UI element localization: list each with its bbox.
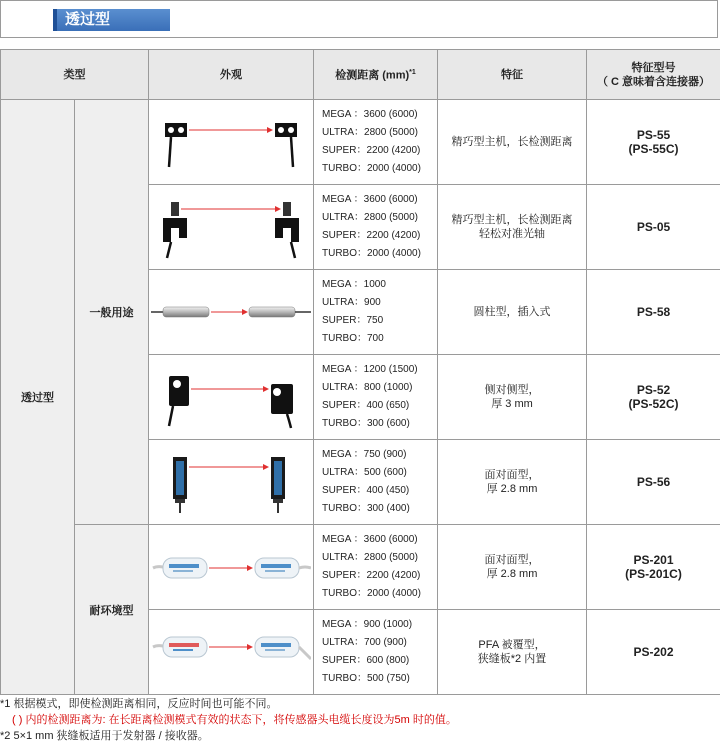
table-row xyxy=(1,525,720,610)
feature-cell: 面对面型， 厚 2.8 mm xyxy=(438,440,587,525)
feature-cell: 侧对侧型， 厚 3 mm xyxy=(438,355,587,440)
model-cell: PS-56 xyxy=(587,440,720,525)
product-image xyxy=(149,525,314,610)
model-cell: PS-55 (PS-55C) xyxy=(587,100,720,185)
category-main: 透过型 xyxy=(1,100,75,695)
section-title: 透过型 xyxy=(53,9,170,31)
model-cell: PS-05 xyxy=(587,185,720,270)
feature-cell: 精巧型主机，长检测距离 轻松对准光轴 xyxy=(438,185,587,270)
distance-cell: MEGA ：900 (1000) ULTRA：700 (900) SUPER：600 (800) TURBO：500 (750) xyxy=(314,610,438,695)
distance-cell: MEGA ：1000 ULTRA：900 SUPER：750 TURBO：700 xyxy=(314,270,438,355)
product-image xyxy=(149,610,314,695)
section-title-bar xyxy=(0,0,718,38)
product-image xyxy=(149,100,314,185)
model-cell: PS-202 xyxy=(587,610,720,695)
table-row xyxy=(1,100,720,185)
sensor-pair-image xyxy=(151,532,311,602)
footnotes xyxy=(0,696,720,744)
footnote-2: *2 5×1 mm 狭缝板适用于发射器 / 接收器。 xyxy=(0,730,209,742)
header-features: 特征 xyxy=(438,50,587,100)
sensor-pair-image xyxy=(151,192,311,262)
feature-cell: 圆柱型，插入式 xyxy=(438,270,587,355)
sensor-pair-image xyxy=(151,277,311,347)
product-image xyxy=(149,440,314,525)
feature-cell: 面对面型， 厚 2.8 mm xyxy=(438,525,587,610)
footnote-1: *1 根据模式，即使检测距离相同，反应时间也可能不同。 xyxy=(0,698,278,710)
distance-cell: MEGA ：3600 (6000) ULTRA：2800 (5000) SUPER：2200 (4200) TURBO：2000 (4000) xyxy=(314,100,438,185)
product-image xyxy=(149,270,314,355)
footnote-1-detail: ( ) 内的检测距离为: 在长距离检测模式有效的状态下，将传感器头电缆长度设为5m 时的值。 xyxy=(12,714,457,726)
model-cell: PS-52 (PS-52C) xyxy=(587,355,720,440)
sensor-pair-image xyxy=(151,362,311,432)
sensor-pair-image xyxy=(151,107,311,177)
table-header-row xyxy=(1,50,720,100)
header-model: 特征型号 （ C 意味着含连接器） xyxy=(587,50,720,100)
distance-cell: MEGA ：3600 (6000) ULTRA：2800 (5000) SUPER：2200 (4200) TURBO：2000 (4000) xyxy=(314,185,438,270)
sensor-pair-image xyxy=(151,617,311,687)
feature-cell: PFA 被覆型， 狭缝板*2 内置 xyxy=(438,610,587,695)
header-appearance: 外观 xyxy=(149,50,314,100)
distance-cell: MEGA ：750 (900) ULTRA：500 (600) SUPER：400 (450) TURBO：300 (400) xyxy=(314,440,438,525)
product-image xyxy=(149,185,314,270)
category-general: 一般用途 xyxy=(75,100,149,525)
product-image xyxy=(149,355,314,440)
sensor-pair-image xyxy=(151,447,311,517)
model-cell: PS-58 xyxy=(587,270,720,355)
category-rugged: 耐环境型 xyxy=(75,525,149,695)
header-distance: 检测距离 (mm)$^{*1}$ xyxy=(314,50,438,100)
header-type: 类型 xyxy=(1,50,149,100)
spec-table xyxy=(0,49,720,695)
feature-cell: 精巧型主机，长检测距离 xyxy=(438,100,587,185)
distance-cell: MEGA ：1200 (1500) ULTRA：800 (1000) SUPER：400 (650) TURBO：300 (600) xyxy=(314,355,438,440)
distance-cell: MEGA ：3600 (6000) ULTRA：2800 (5000) SUPER：2200 (4200) TURBO：2000 (4000) xyxy=(314,525,438,610)
model-cell: PS-201 (PS-201C) xyxy=(587,525,720,610)
